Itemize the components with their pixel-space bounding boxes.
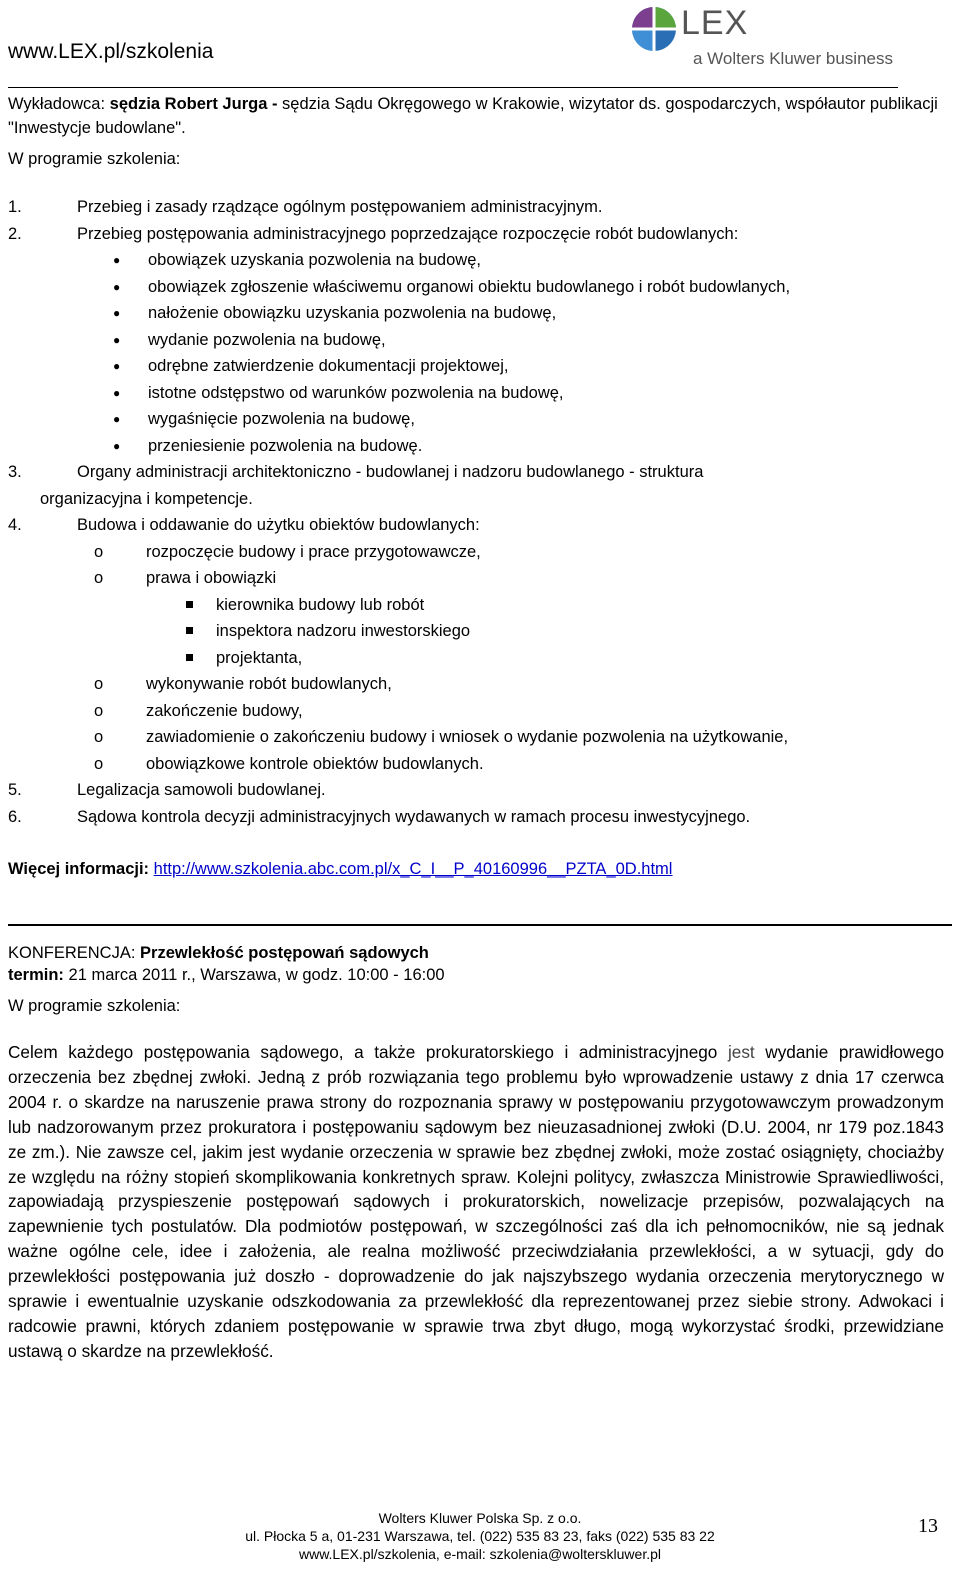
sub-item-text: zawiadomienie o zakończeniu budowy i wniosek o wydanie pozwolenia na użytkowanie, bbox=[146, 728, 789, 746]
bullet-text: wygaśnięcie pozwolenia na budowę, bbox=[148, 410, 415, 428]
logo-text: LEX bbox=[681, 4, 749, 42]
item-text: Organy administracji architektoniczno - budowlanej i nadzoru budowlanego - struktura bbox=[77, 463, 704, 481]
sub-item bbox=[8, 698, 952, 725]
sub-item-text: prawa i obowiązki bbox=[146, 569, 277, 587]
program-heading-2: W programie szkolenia: bbox=[8, 997, 181, 1015]
bullet-item bbox=[8, 433, 952, 460]
site-url[interactable]: www.LEX.pl/szkolenia bbox=[8, 40, 214, 63]
list-item bbox=[8, 512, 952, 539]
item-number: 4. bbox=[8, 516, 22, 534]
square-bullet-icon bbox=[186, 654, 193, 661]
sub-item bbox=[8, 671, 952, 698]
list-item-continuation bbox=[8, 486, 952, 513]
bullet-icon: ● bbox=[113, 306, 121, 320]
lex-logo-icon bbox=[631, 6, 677, 52]
footer-contact: www.LEX.pl/szkolenia, e-mail: szkolenia@wolterskluwer.pl bbox=[298, 1546, 662, 1562]
list-item bbox=[8, 459, 952, 486]
list-item bbox=[8, 221, 952, 248]
conference-title: Przewlekłość postępowań sądowych bbox=[140, 944, 429, 962]
page-number: 13 bbox=[918, 1515, 938, 1537]
footer bbox=[0, 1509, 960, 1563]
circle-bullet-icon: o bbox=[94, 701, 104, 720]
circle-bullet-icon: o bbox=[94, 569, 104, 587]
sub-item bbox=[8, 539, 952, 566]
bullet-icon: ● bbox=[113, 253, 121, 267]
header-divider bbox=[8, 87, 898, 88]
lex-logo bbox=[631, 6, 911, 70]
paragraph-text: Celem każdego postępowania sądowego, a także prokuratorskiego i administracyjnego bbox=[8, 1042, 718, 1062]
sub-item bbox=[8, 751, 952, 778]
paragraph-text: wydanie prawidłowego orzeczenia bez zbędnej zwłoki. Jedną z prób rozwiązania tego problemu było wprowadzenie ustawy z dnia 17 czerwca 2004 r. o skardze na naruszenie prawa strony do rozpoznania sprawy w postępowaniu przygotowawczym prowadzonym lub nadzorowanym przez prokuratora i postępowaniu sądowym bez nieuzasadnionej zwłoki (D.U. 2004, nr 179 poz.1843 ze zm.). Nie zawsze cel, jakim jest wydanie orzeczenia w sprawie bez zbędnej zwłoki, może zostać osiągnięty, chociażby ze względu na różny stopień skomplikowania konkretnych spraw. Kolejni politycy, zwłaszcza Ministrowie Sprawiedliwości, zapowiadają przyspieszenie postępowań sądowych i prokuratorskich, nowelizacje przepisów, pozwalających na zapewnienie tych postulatów. Dla podmiotów postępowań, w szczególności zaś dla ich pełnomocników, nie są jednak ważne ogólne cele, idee i założenia, ale realna możliwość przeciwdziałania przewlekłości, a w sytuacji, gdy do przewlekłości postępowania już doszło - doprowadzenie do jak najszybszego wydania orzeczenia merytorycznego w sprawie i ewentualnie uzyskanie odszkodowania za przewlekłość dla reprezentowanej przez siebie strony. Adwokaci i radcowie prawni, których zdaniem postępowanie w sprawie trwa zbyt długo, mogą wykorzystać środki, przewidziane ustawą o skardze na przewlekłość. bbox=[8, 1042, 945, 1361]
item-number: 5. bbox=[8, 781, 22, 799]
bullet-icon: ● bbox=[113, 438, 121, 453]
lecturer-name: sędzia Robert Jurga - bbox=[109, 95, 278, 113]
sub-item-text: wykonywanie robót budowlanych, bbox=[146, 675, 392, 693]
bullet-text: przeniesienie pozwolenia na budowę. bbox=[148, 436, 423, 455]
lecturer-label: Wykładowca: bbox=[8, 95, 106, 113]
bullet-icon: ● bbox=[113, 412, 121, 426]
sub-item bbox=[8, 565, 952, 592]
bullet-text: nałożenie obowiązku uzyskania pozwolenia na budowę, bbox=[148, 304, 557, 322]
circle-bullet-icon: o bbox=[94, 675, 104, 693]
item-number: 3. bbox=[8, 463, 22, 481]
bullet-item bbox=[8, 247, 952, 274]
section-divider bbox=[8, 924, 952, 926]
item-number: 2. bbox=[8, 224, 22, 243]
bullet-item bbox=[8, 300, 952, 327]
circle-bullet-icon: o bbox=[94, 542, 104, 561]
bullet-icon: ● bbox=[113, 359, 121, 373]
sub-item-text: rozpoczęcie budowy i prace przygotowawcze, bbox=[146, 542, 481, 561]
bullet-item bbox=[8, 353, 952, 380]
conference-info bbox=[8, 942, 445, 986]
circle-bullet-icon: o bbox=[94, 754, 104, 773]
bullet-text: obowiązek zgłoszenie właściwemu organowi obiektu budowlanego i robót budowlanych, bbox=[148, 277, 791, 296]
sub-item-text: obowiązkowe kontrole obiektów budowlanych. bbox=[146, 754, 484, 773]
bullet-icon: ● bbox=[113, 279, 121, 294]
more-info-label: Więcej informacji: bbox=[8, 860, 150, 878]
footer-company: Wolters Kluwer Polska Sp. z o.o. bbox=[378, 1510, 582, 1526]
item-text: Sądowa kontrola decyzji administracyjnych wydawanych w ramach procesu inwestycyjnego. bbox=[77, 807, 751, 826]
item-number: 1. bbox=[8, 198, 22, 216]
item-number: 6. bbox=[8, 807, 22, 826]
sub-sub-item bbox=[8, 592, 952, 619]
list-item bbox=[8, 194, 952, 221]
bullet-item bbox=[8, 274, 952, 301]
circle-bullet-icon: o bbox=[94, 728, 104, 746]
item-text: Legalizacja samowoli budowlanej. bbox=[77, 781, 326, 799]
bullet-icon: ● bbox=[113, 332, 121, 347]
square-bullet-icon bbox=[186, 627, 193, 634]
logo-subtitle: a Wolters Kluwer business bbox=[693, 49, 893, 68]
conference-label: KONFERENCJA: bbox=[8, 944, 136, 962]
list-item bbox=[8, 777, 952, 804]
sub-item bbox=[8, 724, 952, 751]
item-text: Przebieg postępowania administracyjnego poprzedzające rozpoczęcie robót budowlanych: bbox=[77, 224, 739, 243]
item-text: Przebieg i zasady rządzące ogólnym postępowaniem administracyjnym. bbox=[77, 198, 603, 216]
list-item bbox=[8, 804, 952, 831]
sub-item-text: zakończenie budowy, bbox=[146, 701, 303, 720]
bullet-item bbox=[8, 380, 952, 407]
bullet-text: odrębne zatwierdzenie dokumentacji projektowej, bbox=[148, 357, 509, 375]
bullet-text: obowiązek uzyskania pozwolenia na budowę, bbox=[148, 251, 481, 269]
lecturer-info bbox=[8, 92, 952, 140]
sub-sub-item-text: projektanta, bbox=[216, 648, 303, 667]
bullet-text: istotne odstępstwo od warunków pozwolenia na budowę, bbox=[148, 383, 564, 402]
item-text: Budowa i oddawanie do użytku obiektów budowlanych: bbox=[77, 516, 480, 534]
item-text: organizacyjna i kompetencje. bbox=[40, 489, 253, 508]
description-paragraph bbox=[8, 1040, 944, 1364]
program-heading: W programie szkolenia: bbox=[8, 150, 181, 168]
more-info-link[interactable]: http://www.szkolenia.abc.com.pl/x_C_I__P_40160996__PZTA_0D.html bbox=[153, 860, 673, 878]
paragraph-text: jest bbox=[727, 1042, 755, 1062]
footer-address: ul. Płocka 5 a, 01-231 Warszawa, tel. (022) 535 83 23, faks (022) 535 83 22 bbox=[245, 1528, 715, 1544]
bullet-item bbox=[8, 406, 952, 433]
more-info bbox=[8, 860, 672, 879]
sub-sub-item-text: inspektora nadzoru inwestorskiego bbox=[216, 622, 471, 640]
conference-date-label: termin: bbox=[8, 966, 64, 984]
sub-sub-item bbox=[8, 645, 952, 672]
sub-sub-item-text: kierownika budowy lub robót bbox=[216, 595, 425, 614]
sub-sub-item bbox=[8, 618, 952, 645]
lecturer-desc: sędzia Sądu Okręgowego w Krakowie, wizytator ds. gospodarczych, współautor publikacji "Inwestycje budowlane". bbox=[8, 95, 938, 137]
bullet-icon: ● bbox=[113, 385, 121, 400]
square-bullet-icon bbox=[186, 601, 193, 608]
conference-date: 21 marca 2011 r. bbox=[68, 966, 192, 984]
program-list bbox=[8, 194, 952, 830]
conference-place: , Warszawa, w godz. 10:00 - 16:00 bbox=[191, 966, 445, 984]
bullet-item bbox=[8, 327, 952, 354]
bullet-text: wydanie pozwolenia na budowę, bbox=[148, 330, 386, 349]
